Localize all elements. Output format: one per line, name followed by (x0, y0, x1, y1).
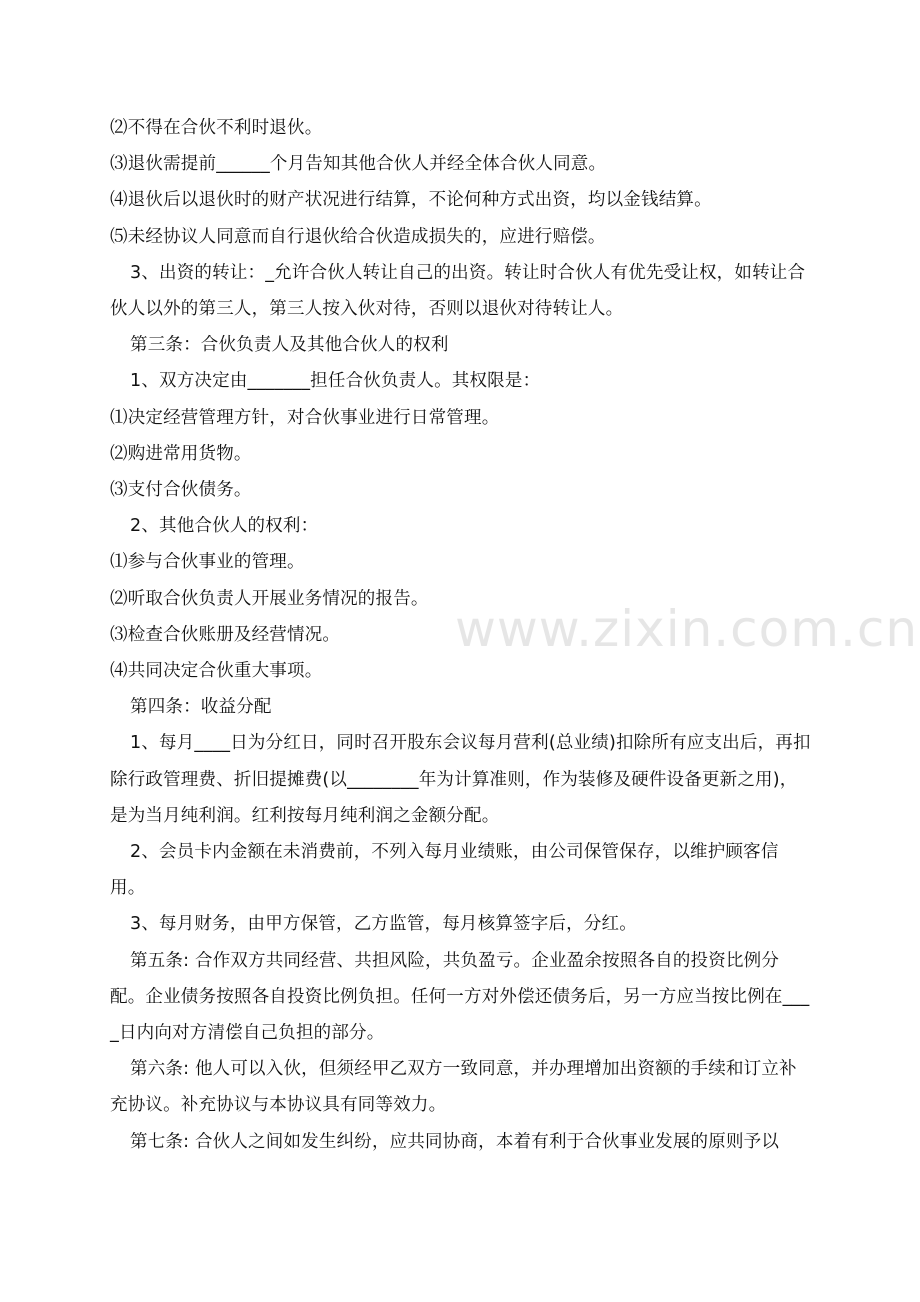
paragraph: ⑶检查合伙账册及经营情况。 (110, 624, 341, 645)
paragraph: 1、每月____日为分红日，同时召开股东会议每月营利(总业绩)扣除所有应支出后，再扣除行政管理费、折旧提摊费(以________年为计算准则，作为装修及硬件设备更新之用)，是为当月纯利润。红利按每月纯利润之金额分配。 (110, 733, 811, 826)
paragraph: 第七条: 合伙人之间如发生纠纷，应共同协商，本着有利于合伙事业发展的原则予以 (130, 1131, 780, 1152)
paragraph: ⑵不得在合伙不利时退伙。 (110, 118, 323, 138)
paragraph: 第六条: 他人可以入伙，但须经甲乙双方一致同意，并办理增加出资额的手续和订立补充协议。补充协议与本协议具有同等效力。 (110, 1059, 797, 1116)
paragraph: ⑵听取合伙负责人开展业务情况的报告。 (110, 588, 429, 609)
paragraph: 3、出资的转让：_允许合伙人转让自己的出资。转让时合伙人有优先受让权，如转让合伙人以外的第三人，第三人按入伙对待，否则以退伙对待转让人。 (110, 262, 806, 320)
document-body (110, 110, 812, 1160)
paragraph: ⑶支付合伙债务。 (110, 480, 252, 501)
paragraph: ⑴参与合伙事业的管理。 (110, 552, 305, 573)
paragraph: 第四条：收益分配 (130, 697, 272, 718)
paragraph: 1、双方决定由_______担任合伙负责人。其权限是： (130, 371, 541, 392)
paragraph: 第三条：合伙负责人及其他合伙人的权利 (130, 335, 449, 356)
watermark-text: www.zixin.com.cn (455, 600, 919, 658)
paragraph: 2、会员卡内金额在未消费前，不列入每月业绩账，由公司保管保存，以维护顾客信用。 (110, 842, 779, 899)
paragraph: ⑷退伙后以退伙时的财产状况进行结算，不论何种方式出资，均以金钱结算。 (110, 190, 712, 211)
paragraph: ⑴决定经营管理方针，对合伙事业进行日常管理。 (110, 407, 500, 428)
paragraph: ⑵购进常用货物。 (110, 443, 252, 464)
paragraph: ⑷共同决定合伙重大事项。 (110, 661, 323, 682)
paragraph: ⑸未经协议人同意而自行退伙给合伙造成损失的，应进行赔偿。 (110, 226, 606, 247)
paragraph: ⑶退伙需提前______个月告知其他合伙人并经全体合伙人同意。 (110, 154, 607, 175)
paragraph: 2、其他合伙人的权利： (130, 516, 319, 537)
paragraph: 3、每月财务，由甲方保管，乙方监管，每月核算签字后，分红。 (130, 914, 637, 935)
paragraph: 第五条: 合作双方共同经营、共担风险，共负盈亏。企业盈余按照各自的投资比例分配。企业债务按照各自投资比例负担。任何一方对外偿还债务后，另一方应当按比例在____日内向对方清偿自己负担的部分。 (110, 950, 810, 1044)
